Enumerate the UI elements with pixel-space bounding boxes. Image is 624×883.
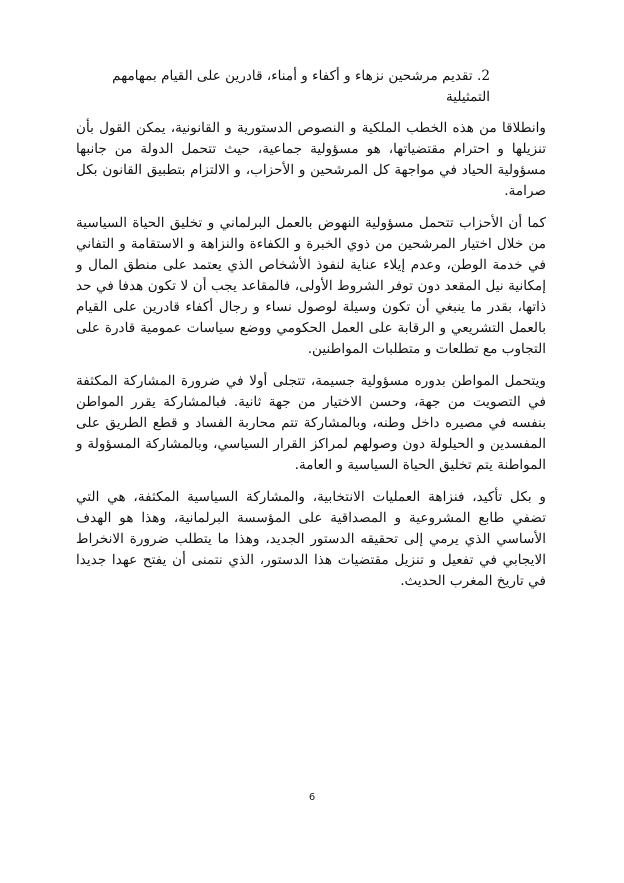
page-number: 6: [308, 792, 316, 803]
document-body: [76, 66, 546, 603]
paragraph-4: و بكل تأكيد، فنزاهة العمليات الانتخابية، والمشاركة السياسية المكثفة، هي التي تضفي طابع المشروعية و المصداقية على المؤسسة البرلمانية، وهذا هو الهدف الأساسي الذي يرمي إلى تحقيقه الدستور الجديد، وهذا ما يتطلب ضرورة الانخراط الايجابي في تفعيل و تنزيل مقتضيات هذا الدستور، الذي نتمنى أن يفتح عهدا جديدا في تاريخ المغرب الحديث.: [76, 489, 546, 589]
section-heading: 2. تقديم مرشحين نزهاء و أكفاء و أمناء، قادرين على القيام بمهامهم التمثيلية: [112, 68, 490, 105]
paragraph-2: كما أن الأحزاب تتحمل مسؤولية النهوض بالعمل البرلماني و تخليق الحياة السياسية من خلال اختيار المرشحين من ذوي الخبرة و الكفاءة والنزاهة و الاستقامة و التفاني في خدمة الوطن، وعدم إيلاء عناية لنفوذ الأشخاص الذي يعتمد على منطق المال و إمكانية نيل المقعد دون توفر الشروط الأولى، فالمقاعد يجب أن لا تكون هدفا في حد ذاتها، بقدر ما ينبغي أن تكون وسيلة لوصول نساء و رجال أكفاء قادرين على القيام بالعمل التشريعي و الرقابة على العمل الحكومي ووضع سياسات عمومية قادرة على التجاوب مع تطلعات و متطلبات المواطنين.: [76, 215, 546, 357]
paragraph-1: وانطلاقا من هذه الخطب الملكية و النصوص الدستورية و القانونية، يمكن القول بأن تنزيلها و احترام مقتضياتها، هو مسؤولية جماعية، حيث تتحمل الدولة من جانبها مسؤولية الحياد في مواجهة كل المرشحين و الأحزاب، و الالتزام بتطبيق القانون بكل صرامة.: [76, 120, 546, 199]
paragraph-3: ويتحمل المواطن بدوره مسؤولية جسيمة، تتجلى أولا في ضرورة المشاركة المكثفة في التصويت من جهة، وحسن الاختيار من جهة ثانية. فبالمشاركة يقرر المواطن بنفسه في مصيره داخل وطنه، وبالمشاركة تتم محاربة الفساد و قطع الطريق على المفسدين و الحيلولة دون وصولهم لمراكز القرار السياسي، وبالمشاركة المسؤولة و المواطنة يتم تخليق الحياة السياسية و العامة.: [76, 373, 546, 473]
